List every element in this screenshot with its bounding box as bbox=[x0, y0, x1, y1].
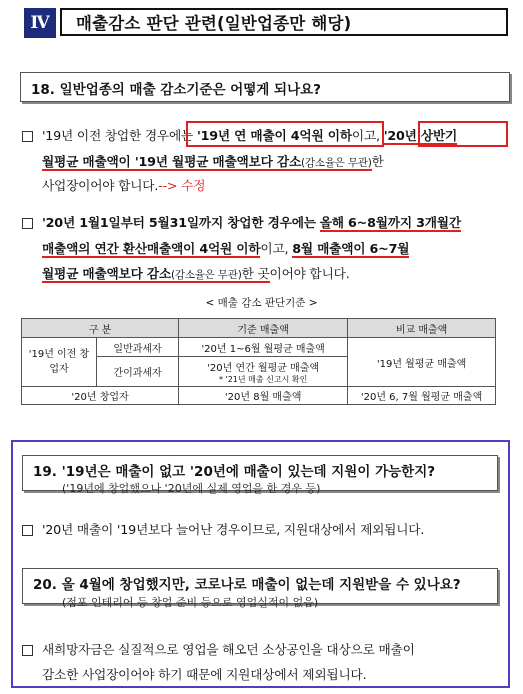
q18-p1-g: 한 bbox=[371, 154, 384, 169]
question-18-title: 18. 일반업종의 매출 감소기준은 어떻게 되나요? bbox=[31, 82, 321, 98]
q19-answer: '20년 매출이 '19년보다 늘어난 경우이므로, 지원대상에서 제외됩니다. bbox=[42, 522, 425, 537]
table-cell: '20년 6, 7월 월평균 매출액 bbox=[348, 387, 496, 405]
q18-para1-line3 bbox=[42, 175, 205, 194]
table-cell-text: '20년 연간 월평균 매출액 bbox=[207, 362, 320, 374]
table-cell: '19년 이전 창업자 bbox=[22, 338, 97, 387]
section-title-text: 매출감소 판단 관련(일반업종만 해당) bbox=[76, 14, 352, 33]
table-cell: '20년 1~6월 월평균 매출액 bbox=[179, 338, 348, 357]
question-20-title: 20. 올 4월에 창업했지만, 코로나로 매출이 없는데 지원받을 수 있나요? bbox=[33, 577, 461, 593]
table-header: 구 분 bbox=[22, 319, 179, 338]
table-caption: < 매출 감소 판단기준 > bbox=[205, 297, 318, 309]
table-header: 비교 매출액 bbox=[348, 319, 496, 338]
q20-answer-line2: 감소한 사업장이어야 하기 때문에 지원대상에서 제외됩니다. bbox=[42, 667, 367, 682]
table-header: 기준 매출액 bbox=[179, 319, 348, 338]
table-cell-note: * '21년 매출 신고시 확인 bbox=[218, 374, 308, 384]
q18-p2-c: 매출액의 연간 환산매출액이 4억원 이하 bbox=[42, 241, 261, 256]
highlight-box bbox=[418, 121, 508, 147]
checkbox-icon bbox=[22, 131, 33, 142]
table-cell bbox=[179, 357, 348, 387]
table-cell: '19년 월평균 매출액 bbox=[348, 338, 496, 387]
q18-p2-i: 이어야 합니다. bbox=[269, 266, 350, 281]
q18-p1-b: '19년 연 매출이 4억원 이하 bbox=[196, 128, 352, 143]
table-cell: '20년 8월 매출액 bbox=[179, 387, 348, 405]
q18-p2-e: 8월 매출액이 6~7월 bbox=[292, 241, 410, 256]
question-18-box bbox=[20, 72, 510, 102]
table-cell: 간이과세자 bbox=[97, 357, 179, 387]
q18-p1-c: 이고, bbox=[351, 128, 380, 143]
q18-p2-g: (감소율은 무관) bbox=[171, 269, 242, 281]
question-19-subtitle: ('19년에 창업했으나 '20년에 실제 영업을 한 경우 등) bbox=[62, 482, 321, 495]
q18-p2-b: 올해 6~8월까지 3개월간 bbox=[319, 215, 461, 230]
checkbox-icon bbox=[22, 645, 33, 656]
section-number-badge: Ⅳ bbox=[24, 8, 56, 38]
highlight-box bbox=[186, 121, 384, 147]
q18-p1-e: 월평균 매출액이 '19년 월평균 매출액보다 감소 bbox=[42, 154, 302, 169]
q18-p1-h: 사업장이어야 합니다. bbox=[42, 178, 159, 193]
q18-p1-d: '20년 상반기 bbox=[383, 128, 458, 143]
q18-p2-h: 한 곳 bbox=[241, 266, 270, 281]
q18-p1-a: '19년 이전 창업한 경우에는 bbox=[42, 128, 194, 143]
table-cell: '20년 창업자 bbox=[22, 387, 179, 405]
question-20-subtitle: (점포 인테리어 등 창업 준비 등으로 영업실적이 없음) bbox=[62, 596, 319, 609]
q18-para2-line2 bbox=[42, 238, 409, 257]
table-cell: 일반과세자 bbox=[97, 338, 179, 357]
criteria-table bbox=[21, 318, 496, 405]
q18-para2-line1 bbox=[42, 212, 461, 231]
q18-para1-line2 bbox=[42, 151, 384, 170]
q20-answer-line1: 새희망자금은 실질적으로 영업을 해오던 소상공인을 대상으로 매출이 bbox=[42, 642, 415, 657]
q18-para2-line3 bbox=[42, 263, 350, 282]
q18-p1-f: (감소율은 무관) bbox=[301, 157, 372, 169]
checkbox-icon bbox=[22, 218, 33, 229]
q18-p2-f: 월평균 매출액보다 감소 bbox=[42, 266, 171, 281]
section-title bbox=[60, 8, 508, 36]
q18-p2-a: '20년 1월1일부터 5월31일까지 창업한 경우에는 bbox=[42, 215, 316, 230]
edit-note: --> 수정 bbox=[158, 178, 206, 193]
question-19-title: 19. '19년은 매출이 없고 '20년에 매출이 있는데 지원이 가능한지? bbox=[33, 464, 436, 480]
checkbox-icon bbox=[22, 525, 33, 536]
q18-p2-d: 이고, bbox=[260, 241, 289, 256]
